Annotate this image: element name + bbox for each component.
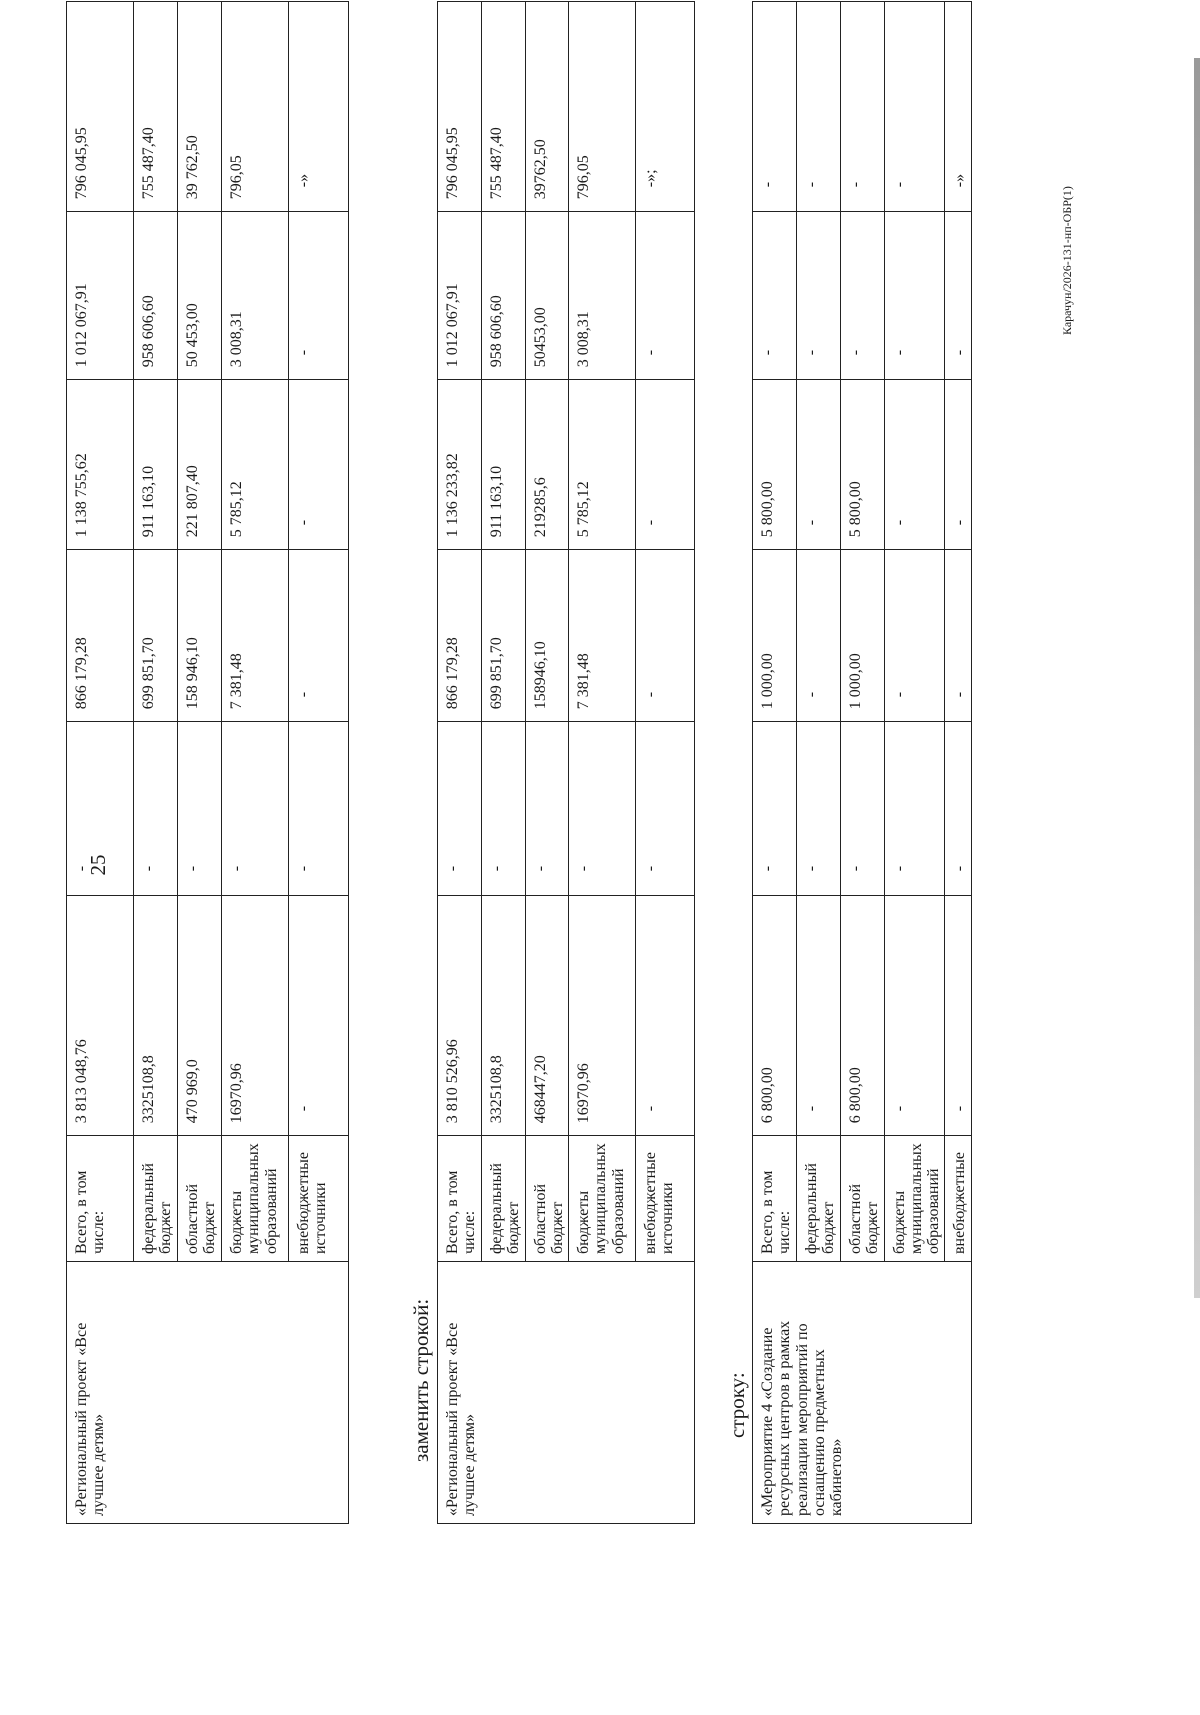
amount-cell: 16970,96 [569, 896, 636, 1136]
amount-cell: 1 000,00 [840, 550, 884, 722]
funding-source-cell: внебюджетные источники [289, 1136, 349, 1262]
amount-cell: 699 851,70 [134, 550, 178, 722]
funding-source-cell: Всего, в том числе: [67, 1136, 134, 1262]
funding-source-cell: бюджеты муниципальных образований [569, 1136, 636, 1262]
amount-cell: - [178, 722, 222, 896]
amount-cell: - [840, 2, 884, 212]
amount-cell: - [840, 722, 884, 896]
amount-cell: 3 008,31 [569, 212, 636, 380]
amount-cell: 796,05 [569, 2, 636, 212]
amount-cell: - [525, 722, 569, 896]
amount-cell: - [636, 212, 695, 380]
amount-cell: 7 381,48 [222, 550, 289, 722]
project-title-cell: «Региональный проект «Все лучшее детям» [67, 1262, 349, 1524]
amount-cell: - [797, 212, 841, 380]
amount-cell: 5 800,00 [753, 380, 797, 550]
amount-cell: - [636, 380, 695, 550]
amount-cell: 911 163,10 [134, 380, 178, 550]
amount-cell: 158 946,10 [178, 550, 222, 722]
amount-cell: 958 606,60 [134, 212, 178, 380]
amount-cell: 7 381,48 [569, 550, 636, 722]
amount-cell: -» [289, 2, 349, 212]
amount-cell: 468447,20 [525, 896, 569, 1136]
funding-source-cell: внебюджетные источники [636, 1136, 695, 1262]
amount-cell: 219285,6 [525, 380, 569, 550]
page-number: 25 [86, 854, 110, 876]
amount-cell: - [840, 212, 884, 380]
amount-cell: 158946,10 [525, 550, 569, 722]
amount-cell: 6 800,00 [840, 896, 884, 1136]
amount-cell: 16970,96 [222, 896, 289, 1136]
amount-cell: 470 969,0 [178, 896, 222, 1136]
amount-cell: - [289, 212, 349, 380]
amount-cell: 3325108,8 [481, 896, 525, 1136]
amount-cell: - [222, 722, 289, 896]
funding-source-cell: областной бюджет [525, 1136, 569, 1262]
amount-cell: - [753, 212, 797, 380]
amount-cell: 1 012 067,91 [67, 212, 134, 380]
amount-cell: -»; [636, 2, 695, 212]
amount-cell: -» [945, 2, 971, 212]
amount-cell: - [884, 2, 945, 212]
amount-cell: 866 179,28 [438, 550, 482, 722]
funding-source-cell: Всего, в том числе: [438, 1136, 482, 1262]
amount-cell: 958 606,60 [481, 212, 525, 380]
amount-cell: 911 163,10 [481, 380, 525, 550]
amount-cell: 755 487,40 [134, 2, 178, 212]
table-measure-4 [752, 1, 972, 1524]
funding-source-cell: областной бюджет [178, 1136, 222, 1262]
amount-cell: - [569, 722, 636, 896]
amount-cell: - [945, 212, 971, 380]
amount-cell: 1 012 067,91 [438, 212, 482, 380]
amount-cell: - [884, 550, 945, 722]
amount-cell: - [481, 722, 525, 896]
amount-cell: - [636, 896, 695, 1136]
table-row [753, 2, 797, 1524]
amount-cell: 796 045,95 [438, 2, 482, 212]
amount-cell: 699 851,70 [481, 550, 525, 722]
amount-cell: 50 453,00 [178, 212, 222, 380]
amount-cell: - [797, 722, 841, 896]
amount-cell: 3 810 526,96 [438, 896, 482, 1136]
amount-cell: 6 800,00 [753, 896, 797, 1136]
amount-cell: 3 813 048,76 [67, 896, 134, 1136]
amount-cell: 796 045,95 [67, 2, 134, 212]
amount-cell: - [945, 550, 971, 722]
amount-cell: 1 138 755,62 [67, 380, 134, 550]
funding-source-cell: областной бюджет [840, 1136, 884, 1262]
amount-cell: 39 762,50 [178, 2, 222, 212]
funding-source-cell: бюджеты муниципальных образований [884, 1136, 945, 1262]
amount-cell: - [636, 722, 695, 896]
amount-cell: - [884, 896, 945, 1136]
project-title-cell: «Мероприятие 4 «Создание ресурсных центров в рамках реализации мероприятий по оснащению предметных кабинетов» [753, 1262, 972, 1524]
amount-cell: - [797, 2, 841, 212]
amount-cell: 3325108,8 [134, 896, 178, 1136]
amount-cell: 1 136 233,82 [438, 380, 482, 550]
amount-cell: 1 000,00 [753, 550, 797, 722]
project-title-cell: «Региональный проект «Все лучшее детям» [438, 1262, 695, 1524]
funding-source-cell: Всего, в том числе: [753, 1136, 797, 1262]
replace-with-row-label: заменить строкой: [409, 1298, 433, 1462]
amount-cell: - [753, 2, 797, 212]
funding-source-cell: бюджеты муниципальных образований [222, 1136, 289, 1262]
amount-cell: - [945, 722, 971, 896]
table-replacement-project [437, 1, 695, 1524]
amount-cell: 221 807,40 [178, 380, 222, 550]
amount-cell: - [797, 380, 841, 550]
amount-cell: 50453,00 [525, 212, 569, 380]
amount-cell: - [289, 896, 349, 1136]
amount-cell: - [67, 722, 134, 896]
footer-document-code: Карачун/2026-131-нп-ОБР(1) [1060, 186, 1074, 335]
amount-cell: - [134, 722, 178, 896]
funding-source-cell: федеральный бюджет [797, 1136, 841, 1262]
funding-source-cell: внебюджетные [945, 1136, 971, 1262]
funding-source-cell: федеральный бюджет [134, 1136, 178, 1262]
amount-cell: - [438, 722, 482, 896]
amount-cell: 5 785,12 [569, 380, 636, 550]
amount-cell: - [884, 722, 945, 896]
amount-cell: - [797, 896, 841, 1136]
amount-cell: - [289, 722, 349, 896]
amount-cell: - [797, 550, 841, 722]
amount-cell: 5 785,12 [222, 380, 289, 550]
funding-source-cell: федеральный бюджет [481, 1136, 525, 1262]
amount-cell: - [636, 550, 695, 722]
amount-cell: 755 487,40 [481, 2, 525, 212]
amount-cell: - [884, 380, 945, 550]
amount-cell: - [945, 896, 971, 1136]
amount-cell: - [753, 722, 797, 896]
row-label: строку: [725, 1372, 749, 1438]
amount-cell: 866 179,28 [67, 550, 134, 722]
table-row [67, 2, 134, 1524]
table-original-project [66, 1, 349, 1524]
table-row [438, 2, 482, 1524]
amount-cell: 5 800,00 [840, 380, 884, 550]
amount-cell: 796,05 [222, 2, 289, 212]
amount-cell: - [884, 212, 945, 380]
amount-cell: - [289, 550, 349, 722]
amount-cell: - [945, 380, 971, 550]
amount-cell: - [289, 380, 349, 550]
amount-cell: 3 008,31 [222, 212, 289, 380]
amount-cell: 39762,50 [525, 2, 569, 212]
